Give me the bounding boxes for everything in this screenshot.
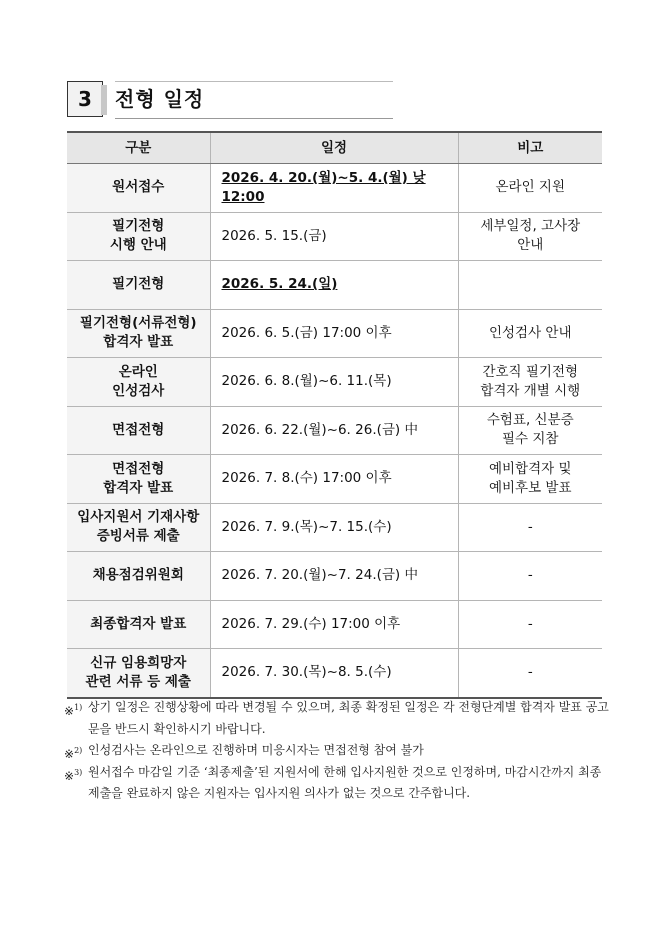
footnote [64,762,609,805]
schedule-cell: 2026. 7. 29.(수) 17:00 이후 [210,600,458,649]
footnote-text: 상기 일정은 진행상황에 따라 변경될 수 있으며, 최종 확정된 일정은 각 전형단계별 합격자 발표 공고문을 반드시 확인하시기 바랍니다. [88,700,609,736]
section-underline [115,118,393,119]
table-row [67,600,602,649]
schedule-cell: 2026. 6. 5.(금) 17:00 이후 [210,309,458,358]
footnote [64,740,609,762]
header-schedule: 일정 [210,132,458,164]
section-title: 전형 일정 [115,87,205,111]
stage-cell: 온라인 인성검사 [67,358,210,407]
footnote [64,697,609,740]
remarks-cell: - [458,503,602,552]
footnote-number: 1) [74,703,83,712]
table-row [67,358,602,407]
table-header-row [67,132,602,164]
stage-cell: 입사지원서 기재사항 증빙서류 제출 [67,503,210,552]
table-row [67,261,602,310]
remarks-cell: - [458,649,602,698]
remarks-cell: 간호직 필기전형 합격자 개별 시행 [458,358,602,407]
remarks-cell: 수험표, 신분증 필수 지참 [458,406,602,455]
schedule-cell: 2026. 4. 20.(월)~5. 4.(월) 낮 12:00 [210,164,458,213]
stage-cell: 채용점검위원회 [67,552,210,601]
footnote-symbol: ※ [64,704,75,718]
footnote-symbol: ※ [64,747,75,761]
stage-cell: 면접전형 [67,406,210,455]
schedule-cell: 2026. 7. 20.(월)~7. 24.(금) 中 [210,552,458,601]
schedule-table [67,131,602,699]
section-number: 3 [67,81,103,117]
remarks-cell: 예비합격자 및 예비후보 발표 [458,455,602,504]
remarks-cell: 온라인 지원 [458,164,602,213]
remarks-cell: 세부일정, 고사장 안내 [458,212,602,261]
schedule-cell: 2026. 5. 24.(일) [210,261,458,310]
schedule-cell: 2026. 7. 9.(목)~7. 15.(수) [210,503,458,552]
stage-cell: 원서접수 [67,164,210,213]
footnote-text: 원서접수 마감일 기준 ‘최종제출’된 지원서에 한해 입사지원한 것으로 인정하며, 마감시간까지 최종제출을 완료하지 않은 지원자는 입사지원 의사가 없는 것으로 간주합니다. [88,764,602,800]
schedule-cell: 2026. 5. 15.(금) [210,212,458,261]
footnote-text: 인성검사는 온라인으로 진행하며 미응시자는 면접전형 참여 불가 [88,743,424,757]
schedule-cell: 2026. 6. 22.(월)~6. 26.(금) 中 [210,406,458,455]
table-row [67,309,602,358]
header-remarks: 비고 [458,132,602,164]
table-row [67,552,602,601]
table-row [67,212,602,261]
header-category: 구분 [67,132,210,164]
remarks-cell [458,261,602,310]
section-header [67,81,327,119]
section-top-rule [115,81,393,82]
footnote-number: 2) [74,746,83,755]
footnote-marker [64,697,82,723]
stage-cell: 면접전형 합격자 발표 [67,455,210,504]
footnote-symbol: ※ [64,768,75,783]
footnote-marker [64,762,82,788]
table-body [67,164,602,698]
stage-cell: 필기전형(서류전형) 합격자 발표 [67,309,210,358]
schedule-cell: 2026. 6. 8.(월)~6. 11.(목) [210,358,458,407]
schedule-cell: 2026. 7. 8.(수) 17:00 이후 [210,455,458,504]
remarks-cell: 인성검사 안내 [458,309,602,358]
remarks-cell: - [458,552,602,601]
remarks-cell: - [458,600,602,649]
table-row [67,649,602,698]
section-number-shadow [101,85,107,115]
stage-cell: 최종합격자 발표 [67,600,210,649]
stage-cell: 신규 임용희망자 관련 서류 등 제출 [67,649,210,698]
stage-cell: 필기전형 [67,261,210,310]
table-row [67,455,602,504]
schedule-cell: 2026. 7. 30.(목)~8. 5.(수) [210,649,458,698]
footnote-number: 3) [74,767,83,777]
table-row [67,406,602,455]
table-row [67,503,602,552]
table-row [67,164,602,213]
stage-cell: 필기전형 시행 안내 [67,212,210,261]
footnotes [64,697,609,805]
